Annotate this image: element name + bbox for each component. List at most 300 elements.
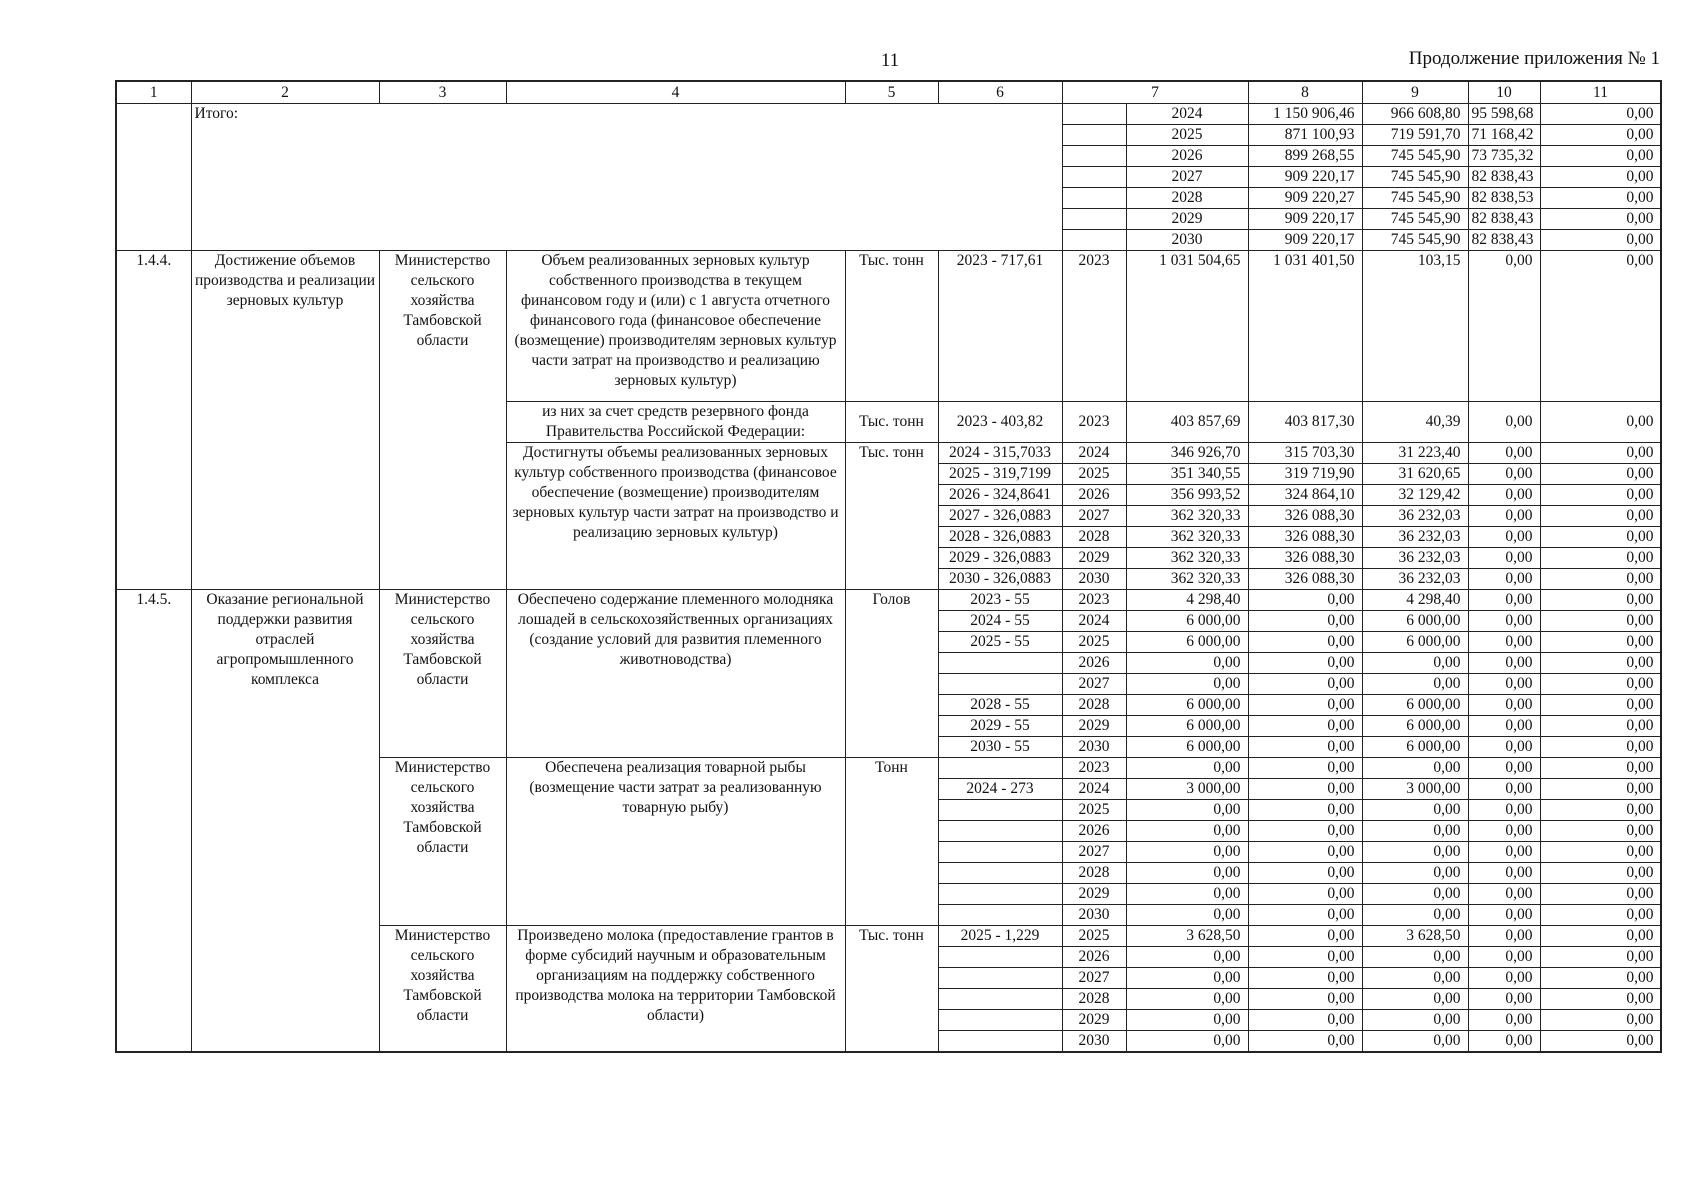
year-cell: 2027 — [1126, 167, 1248, 188]
unit-cell: Тонн — [845, 758, 938, 926]
federal-budget-cell: 745 545,90 — [1362, 167, 1468, 188]
column-number-11: 11 — [1540, 81, 1661, 104]
indicator-text: из них за счет средств резервного фонда Правительства Российской Федерации: — [506, 402, 845, 443]
total-cost-cell: 3 628,50 — [1126, 926, 1248, 947]
regional-budget-cell: 31 620,65 — [1362, 464, 1468, 485]
regional-budget-cell: 0,00 — [1362, 1031, 1468, 1053]
year-cell: 2026 — [1062, 485, 1126, 506]
extrabudget-cell: 0,00 — [1540, 251, 1661, 402]
federal-budget-cell: 326 088,30 — [1248, 506, 1362, 527]
extrabudget-cell: 0,00 — [1540, 402, 1661, 443]
year-cell: 2027 — [1062, 842, 1126, 863]
regional-budget-cell: 0,00 — [1362, 905, 1468, 926]
year-cell: 2023 — [1062, 402, 1126, 443]
local-budget-cell: 0,00 — [1468, 758, 1540, 779]
extrabudget-cell: 0,00 — [1540, 653, 1661, 674]
local-budget-cell: 0,00 — [1540, 167, 1661, 188]
target-cell — [938, 968, 1062, 989]
total-cost-cell: 0,00 — [1126, 947, 1248, 968]
extrabudget-cell: 0,00 — [1540, 632, 1661, 653]
extrabudget-cell: 0,00 — [1540, 695, 1661, 716]
year-cell: 2029 — [1062, 884, 1126, 905]
total-cost-cell: 0,00 — [1126, 653, 1248, 674]
federal-budget-cell: 745 545,90 — [1362, 146, 1468, 167]
extrabudget-cell: 0,00 — [1540, 821, 1661, 842]
year-cell: 2027 — [1062, 506, 1126, 527]
local-budget-cell: 0,00 — [1468, 800, 1540, 821]
column-number-4: 4 — [506, 81, 845, 104]
federal-budget-cell: 0,00 — [1248, 800, 1362, 821]
total-cost-cell: 351 340,55 — [1126, 464, 1248, 485]
empty-cell — [1062, 125, 1126, 146]
target-cell: 2030 - 55 — [938, 737, 1062, 758]
regional-budget-cell: 103,15 — [1362, 251, 1468, 402]
local-budget-cell: 0,00 — [1468, 905, 1540, 926]
local-budget-cell: 0,00 — [1468, 590, 1540, 611]
target-cell — [938, 800, 1062, 821]
regional-budget-cell: 31 223,40 — [1362, 443, 1468, 464]
extrabudget-cell: 0,00 — [1540, 1010, 1661, 1031]
federal-budget-cell: 745 545,90 — [1362, 188, 1468, 209]
total-cost-cell: 909 220,17 — [1248, 230, 1362, 251]
extrabudget-cell: 0,00 — [1540, 989, 1661, 1010]
target-cell — [938, 1031, 1062, 1053]
federal-budget-cell: 745 545,90 — [1362, 230, 1468, 251]
year-cell: 2030 — [1062, 569, 1126, 590]
extrabudget-cell: 0,00 — [1540, 863, 1661, 884]
year-cell: 2025 — [1062, 464, 1126, 485]
extrabudget-cell: 0,00 — [1540, 716, 1661, 737]
regional-budget-cell: 0,00 — [1362, 863, 1468, 884]
regional-budget-cell: 82 838,43 — [1468, 230, 1540, 251]
year-cell: 2023 — [1062, 251, 1126, 402]
federal-budget-cell: 319 719,90 — [1248, 464, 1362, 485]
total-cost-cell: 346 926,70 — [1126, 443, 1248, 464]
local-budget-cell: 0,00 — [1468, 611, 1540, 632]
total-cost-cell: 871 100,93 — [1248, 125, 1362, 146]
regional-budget-cell: 82 838,53 — [1468, 188, 1540, 209]
header-row — [116, 81, 1661, 104]
extrabudget-cell: 0,00 — [1540, 968, 1661, 989]
total-cost-cell: 6 000,00 — [1126, 611, 1248, 632]
column-number-1: 1 — [116, 81, 191, 104]
total-cost-cell: 0,00 — [1126, 1010, 1248, 1031]
executor-cell: Министерство сельского хозяйства Тамбовской области — [379, 251, 506, 590]
federal-budget-cell: 326 088,30 — [1248, 527, 1362, 548]
year-cell: 2030 — [1062, 737, 1126, 758]
regional-budget-cell: 6 000,00 — [1362, 695, 1468, 716]
local-budget-cell: 0,00 — [1468, 632, 1540, 653]
local-budget-cell: 0,00 — [1468, 716, 1540, 737]
federal-budget-cell: 966 608,80 — [1362, 104, 1468, 125]
federal-budget-cell: 0,00 — [1248, 632, 1362, 653]
target-cell — [938, 653, 1062, 674]
regional-budget-cell: 0,00 — [1362, 800, 1468, 821]
federal-budget-cell: 324 864,10 — [1248, 485, 1362, 506]
federal-budget-cell: 315 703,30 — [1248, 443, 1362, 464]
local-budget-cell: 0,00 — [1468, 251, 1540, 402]
local-budget-cell: 0,00 — [1468, 821, 1540, 842]
extrabudget-cell: 0,00 — [1540, 758, 1661, 779]
federal-budget-cell: 0,00 — [1248, 779, 1362, 800]
federal-budget-cell: 0,00 — [1248, 758, 1362, 779]
year-cell: 2029 — [1062, 548, 1126, 569]
total-cost-cell: 0,00 — [1126, 905, 1248, 926]
local-budget-cell: 0,00 — [1468, 926, 1540, 947]
extrabudget-cell: 0,00 — [1540, 947, 1661, 968]
item-name: Достижение объемов производства и реализации зерновых культур — [191, 251, 379, 590]
local-budget-cell: 0,00 — [1468, 674, 1540, 695]
regional-budget-cell: 36 232,03 — [1362, 506, 1468, 527]
target-cell: 2028 - 55 — [938, 695, 1062, 716]
column-number-2: 2 — [191, 81, 379, 104]
total-cost-cell: 0,00 — [1126, 1031, 1248, 1053]
target-cell: 2023 - 403,82 — [938, 402, 1062, 443]
total-cost-cell: 0,00 — [1126, 674, 1248, 695]
regional-budget-cell: 0,00 — [1362, 884, 1468, 905]
year-cell: 2024 — [1126, 104, 1248, 125]
empty-cell — [1062, 209, 1126, 230]
regional-budget-cell: 40,39 — [1362, 402, 1468, 443]
federal-budget-cell: 1 031 401,50 — [1248, 251, 1362, 402]
federal-budget-cell: 0,00 — [1248, 842, 1362, 863]
regional-budget-cell: 6 000,00 — [1362, 611, 1468, 632]
item-number: 1.4.5. — [116, 590, 191, 1053]
regional-budget-cell: 73 735,32 — [1468, 146, 1540, 167]
local-budget-cell: 0,00 — [1540, 146, 1661, 167]
target-cell: 2027 - 326,0883 — [938, 506, 1062, 527]
empty-cell — [1062, 104, 1126, 125]
item-name: Оказание региональной поддержки развития отраслей агропромышленного комплекса — [191, 590, 379, 1053]
unit-cell: Тыс. тонн — [845, 251, 938, 402]
regional-budget-cell: 6 000,00 — [1362, 632, 1468, 653]
target-cell: 2023 - 717,61 — [938, 251, 1062, 402]
regional-budget-cell: 36 232,03 — [1362, 527, 1468, 548]
local-budget-cell: 0,00 — [1540, 209, 1661, 230]
target-cell — [938, 863, 1062, 884]
federal-budget-cell: 0,00 — [1248, 926, 1362, 947]
local-budget-cell: 0,00 — [1468, 506, 1540, 527]
year-cell: 2028 — [1062, 863, 1126, 884]
year-cell: 2026 — [1126, 146, 1248, 167]
executor-cell: Министерство сельского хозяйства Тамбовской области — [379, 758, 506, 926]
year-cell: 2027 — [1062, 674, 1126, 695]
total-cost-cell: 1 150 906,46 — [1248, 104, 1362, 125]
target-cell — [938, 842, 1062, 863]
target-cell: 2024 - 55 — [938, 611, 1062, 632]
year-cell: 2023 — [1062, 758, 1126, 779]
total-cost-cell: 6 000,00 — [1126, 716, 1248, 737]
empty-cell — [116, 104, 191, 251]
target-cell — [938, 821, 1062, 842]
total-cost-cell: 4 298,40 — [1126, 590, 1248, 611]
year-cell: 2029 — [1062, 716, 1126, 737]
total-cost-cell: 0,00 — [1126, 821, 1248, 842]
indicator-text: Объем реализованных зерновых культур собственного производства в текущем финансовом году и (или) с 1 августа отчетного финансового года (финансовое обеспечение (возмещение) производителям зерновых культур части затрат на производство и реализацию зерновых культур) — [506, 251, 845, 402]
federal-budget-cell: 719 591,70 — [1362, 125, 1468, 146]
total-cost-cell: 909 220,17 — [1248, 209, 1362, 230]
total-cost-cell: 0,00 — [1126, 884, 1248, 905]
column-number-3: 3 — [379, 81, 506, 104]
total-cost-cell: 0,00 — [1126, 989, 1248, 1010]
empty-cell — [1062, 167, 1126, 188]
total-cost-cell: 0,00 — [1126, 800, 1248, 821]
local-budget-cell: 0,00 — [1468, 695, 1540, 716]
extrabudget-cell: 0,00 — [1540, 443, 1661, 464]
total-cost-cell: 0,00 — [1126, 968, 1248, 989]
regional-budget-cell: 71 168,42 — [1468, 125, 1540, 146]
target-cell: 2030 - 326,0883 — [938, 569, 1062, 590]
target-cell: 2029 - 55 — [938, 716, 1062, 737]
local-budget-cell: 0,00 — [1468, 527, 1540, 548]
local-budget-cell: 0,00 — [1468, 485, 1540, 506]
total-cost-cell: 899 268,55 — [1248, 146, 1362, 167]
executor-cell: Министерство сельского хозяйства Тамбовской области — [379, 590, 506, 758]
year-cell: 2025 — [1062, 632, 1126, 653]
local-budget-cell: 0,00 — [1468, 989, 1540, 1010]
indicator-text: Обеспечено содержание племенного молодняка лошадей в сельскохозяйственных организациях (создание условий для развития племенного животноводства) — [506, 590, 845, 758]
year-cell: 2030 — [1062, 905, 1126, 926]
extrabudget-cell: 0,00 — [1540, 611, 1661, 632]
total-cost-cell: 362 320,33 — [1126, 506, 1248, 527]
federal-budget-cell: 0,00 — [1248, 905, 1362, 926]
unit-cell: Тыс. тонн — [845, 402, 938, 443]
federal-budget-cell: 0,00 — [1248, 653, 1362, 674]
federal-budget-cell: 0,00 — [1248, 590, 1362, 611]
target-cell: 2025 - 1,229 — [938, 926, 1062, 947]
target-cell: 2026 - 324,8641 — [938, 485, 1062, 506]
regional-budget-cell: 0,00 — [1362, 989, 1468, 1010]
indicator-text: Достигнуты объемы реализованных зерновых культур собственного производства (финансовое обеспечение (возмещение) производителям зерновых культур части затрат на производство и реализацию зерновых культур) — [506, 443, 845, 590]
local-budget-cell: 0,00 — [1468, 968, 1540, 989]
regional-budget-cell: 82 838,43 — [1468, 167, 1540, 188]
page-number: 11 — [880, 50, 900, 71]
local-budget-cell: 0,00 — [1540, 188, 1661, 209]
year-cell: 2023 — [1062, 590, 1126, 611]
regional-budget-cell: 0,00 — [1362, 968, 1468, 989]
extrabudget-cell: 0,00 — [1540, 674, 1661, 695]
local-budget-cell: 0,00 — [1468, 1010, 1540, 1031]
total-label: Итого: — [191, 104, 1062, 251]
total-cost-cell: 909 220,17 — [1248, 167, 1362, 188]
local-budget-cell: 0,00 — [1468, 842, 1540, 863]
local-budget-cell: 0,00 — [1468, 779, 1540, 800]
year-cell: 2029 — [1062, 1010, 1126, 1031]
total-cost-cell: 909 220,27 — [1248, 188, 1362, 209]
federal-budget-cell: 0,00 — [1248, 1031, 1362, 1053]
target-cell: 2029 - 326,0883 — [938, 548, 1062, 569]
local-budget-cell: 0,00 — [1468, 947, 1540, 968]
extrabudget-cell: 0,00 — [1540, 779, 1661, 800]
target-cell — [938, 674, 1062, 695]
total-cost-cell: 362 320,33 — [1126, 527, 1248, 548]
extrabudget-cell: 0,00 — [1540, 548, 1661, 569]
regional-budget-cell: 0,00 — [1362, 674, 1468, 695]
year-cell: 2026 — [1062, 947, 1126, 968]
extrabudget-cell: 0,00 — [1540, 485, 1661, 506]
local-budget-cell: 0,00 — [1468, 569, 1540, 590]
extrabudget-cell: 0,00 — [1540, 527, 1661, 548]
column-number-9: 9 — [1362, 81, 1468, 104]
year-cell: 2029 — [1126, 209, 1248, 230]
total-cost-cell: 403 857,69 — [1126, 402, 1248, 443]
total-cost-cell: 6 000,00 — [1126, 695, 1248, 716]
year-cell: 2028 — [1062, 989, 1126, 1010]
year-cell: 2024 — [1062, 779, 1126, 800]
regional-budget-cell: 4 298,40 — [1362, 590, 1468, 611]
table-row — [116, 251, 1661, 402]
empty-cell — [1062, 188, 1126, 209]
federal-budget-cell: 0,00 — [1248, 1010, 1362, 1031]
year-cell: 2025 — [1126, 125, 1248, 146]
indicator-text: Произведено молока (предоставление грантов в форме субсидий научным и образовательным организациям на поддержку собственного производства молока на территории Тамбовской области) — [506, 926, 845, 1053]
year-cell: 2025 — [1062, 800, 1126, 821]
federal-budget-cell: 0,00 — [1248, 821, 1362, 842]
column-number-10: 10 — [1468, 81, 1540, 104]
regional-budget-cell: 6 000,00 — [1362, 737, 1468, 758]
year-cell: 2028 — [1062, 527, 1126, 548]
total-cost-cell: 362 320,33 — [1126, 569, 1248, 590]
year-cell: 2028 — [1126, 188, 1248, 209]
extrabudget-cell: 0,00 — [1540, 905, 1661, 926]
extrabudget-cell: 0,00 — [1540, 464, 1661, 485]
federal-budget-cell: 0,00 — [1248, 884, 1362, 905]
appendix-table — [115, 80, 1662, 1053]
regional-budget-cell: 0,00 — [1362, 842, 1468, 863]
table-row — [116, 590, 1661, 611]
total-cost-cell: 0,00 — [1126, 863, 1248, 884]
appendix-caption: Продолжение приложения № 1 — [1408, 48, 1660, 69]
extrabudget-cell: 0,00 — [1540, 842, 1661, 863]
federal-budget-cell: 0,00 — [1248, 695, 1362, 716]
year-cell: 2030 — [1126, 230, 1248, 251]
year-cell: 2024 — [1062, 443, 1126, 464]
regional-budget-cell: 36 232,03 — [1362, 548, 1468, 569]
item-number: 1.4.4. — [116, 251, 191, 590]
indicator-text: Обеспечена реализация товарной рыбы (возмещение части затрат за реализованную товарную рыбу) — [506, 758, 845, 926]
year-cell: 2026 — [1062, 821, 1126, 842]
column-number-5: 5 — [845, 81, 938, 104]
unit-cell: Голов — [845, 590, 938, 758]
regional-budget-cell: 95 598,68 — [1468, 104, 1540, 125]
total-cost-cell: 6 000,00 — [1126, 632, 1248, 653]
federal-budget-cell: 326 088,30 — [1248, 548, 1362, 569]
year-cell: 2030 — [1062, 1031, 1126, 1053]
local-budget-cell: 0,00 — [1468, 863, 1540, 884]
regional-budget-cell: 0,00 — [1362, 1010, 1468, 1031]
column-number-6: 6 — [938, 81, 1062, 104]
column-number-8: 8 — [1248, 81, 1362, 104]
local-budget-cell: 0,00 — [1540, 230, 1661, 251]
empty-cell — [1062, 146, 1126, 167]
extrabudget-cell: 0,00 — [1540, 737, 1661, 758]
regional-budget-cell: 0,00 — [1362, 821, 1468, 842]
column-number-7: 7 — [1062, 81, 1248, 104]
year-cell: 2028 — [1062, 695, 1126, 716]
unit-cell: Тыс. тонн — [845, 443, 938, 590]
federal-budget-cell: 0,00 — [1248, 989, 1362, 1010]
extrabudget-cell: 0,00 — [1540, 1031, 1661, 1053]
year-cell: 2026 — [1062, 653, 1126, 674]
target-cell — [938, 1010, 1062, 1031]
target-cell — [938, 758, 1062, 779]
federal-budget-cell: 403 817,30 — [1248, 402, 1362, 443]
local-budget-cell: 0,00 — [1468, 1031, 1540, 1053]
total-cost-cell: 356 993,52 — [1126, 485, 1248, 506]
executor-cell: Министерство сельского хозяйства Тамбовской области — [379, 926, 506, 1053]
target-cell — [938, 905, 1062, 926]
federal-budget-cell: 0,00 — [1248, 716, 1362, 737]
target-cell — [938, 884, 1062, 905]
local-budget-cell: 0,00 — [1540, 104, 1661, 125]
target-cell: 2025 - 55 — [938, 632, 1062, 653]
target-cell: 2028 - 326,0883 — [938, 527, 1062, 548]
local-budget-cell: 0,00 — [1468, 548, 1540, 569]
extrabudget-cell: 0,00 — [1540, 800, 1661, 821]
extrabudget-cell: 0,00 — [1540, 884, 1661, 905]
local-budget-cell: 0,00 — [1468, 464, 1540, 485]
extrabudget-cell: 0,00 — [1540, 506, 1661, 527]
target-cell — [938, 947, 1062, 968]
regional-budget-cell: 0,00 — [1362, 758, 1468, 779]
regional-budget-cell: 6 000,00 — [1362, 716, 1468, 737]
total-row — [116, 104, 1661, 125]
target-cell: 2025 - 319,7199 — [938, 464, 1062, 485]
total-cost-cell: 1 031 504,65 — [1126, 251, 1248, 402]
federal-budget-cell: 0,00 — [1248, 968, 1362, 989]
regional-budget-cell: 36 232,03 — [1362, 569, 1468, 590]
local-budget-cell: 0,00 — [1540, 125, 1661, 146]
federal-budget-cell: 745 545,90 — [1362, 209, 1468, 230]
federal-budget-cell: 326 088,30 — [1248, 569, 1362, 590]
target-cell: 2024 - 273 — [938, 779, 1062, 800]
total-cost-cell: 0,00 — [1126, 842, 1248, 863]
total-cost-cell: 0,00 — [1126, 758, 1248, 779]
extrabudget-cell: 0,00 — [1540, 590, 1661, 611]
table-body — [116, 81, 1661, 1052]
target-cell — [938, 989, 1062, 1010]
federal-budget-cell: 0,00 — [1248, 674, 1362, 695]
empty-cell — [1062, 230, 1126, 251]
federal-budget-cell: 0,00 — [1248, 863, 1362, 884]
extrabudget-cell: 0,00 — [1540, 926, 1661, 947]
year-cell: 2027 — [1062, 968, 1126, 989]
regional-budget-cell: 3 000,00 — [1362, 779, 1468, 800]
federal-budget-cell: 0,00 — [1248, 737, 1362, 758]
target-cell: 2023 - 55 — [938, 590, 1062, 611]
regional-budget-cell: 3 628,50 — [1362, 926, 1468, 947]
year-cell: 2025 — [1062, 926, 1126, 947]
federal-budget-cell: 0,00 — [1248, 611, 1362, 632]
total-cost-cell: 6 000,00 — [1126, 737, 1248, 758]
regional-budget-cell: 82 838,43 — [1468, 209, 1540, 230]
local-budget-cell: 0,00 — [1468, 884, 1540, 905]
total-cost-cell: 362 320,33 — [1126, 548, 1248, 569]
local-budget-cell: 0,00 — [1468, 443, 1540, 464]
local-budget-cell: 0,00 — [1468, 737, 1540, 758]
unit-cell: Тыс. тонн — [845, 926, 938, 1053]
target-cell: 2024 - 315,7033 — [938, 443, 1062, 464]
local-budget-cell: 0,00 — [1468, 653, 1540, 674]
year-cell: 2024 — [1062, 611, 1126, 632]
federal-budget-cell: 0,00 — [1248, 947, 1362, 968]
extrabudget-cell: 0,00 — [1540, 569, 1661, 590]
regional-budget-cell: 0,00 — [1362, 947, 1468, 968]
total-cost-cell: 3 000,00 — [1126, 779, 1248, 800]
local-budget-cell: 0,00 — [1468, 402, 1540, 443]
regional-budget-cell: 32 129,42 — [1362, 485, 1468, 506]
regional-budget-cell: 0,00 — [1362, 653, 1468, 674]
